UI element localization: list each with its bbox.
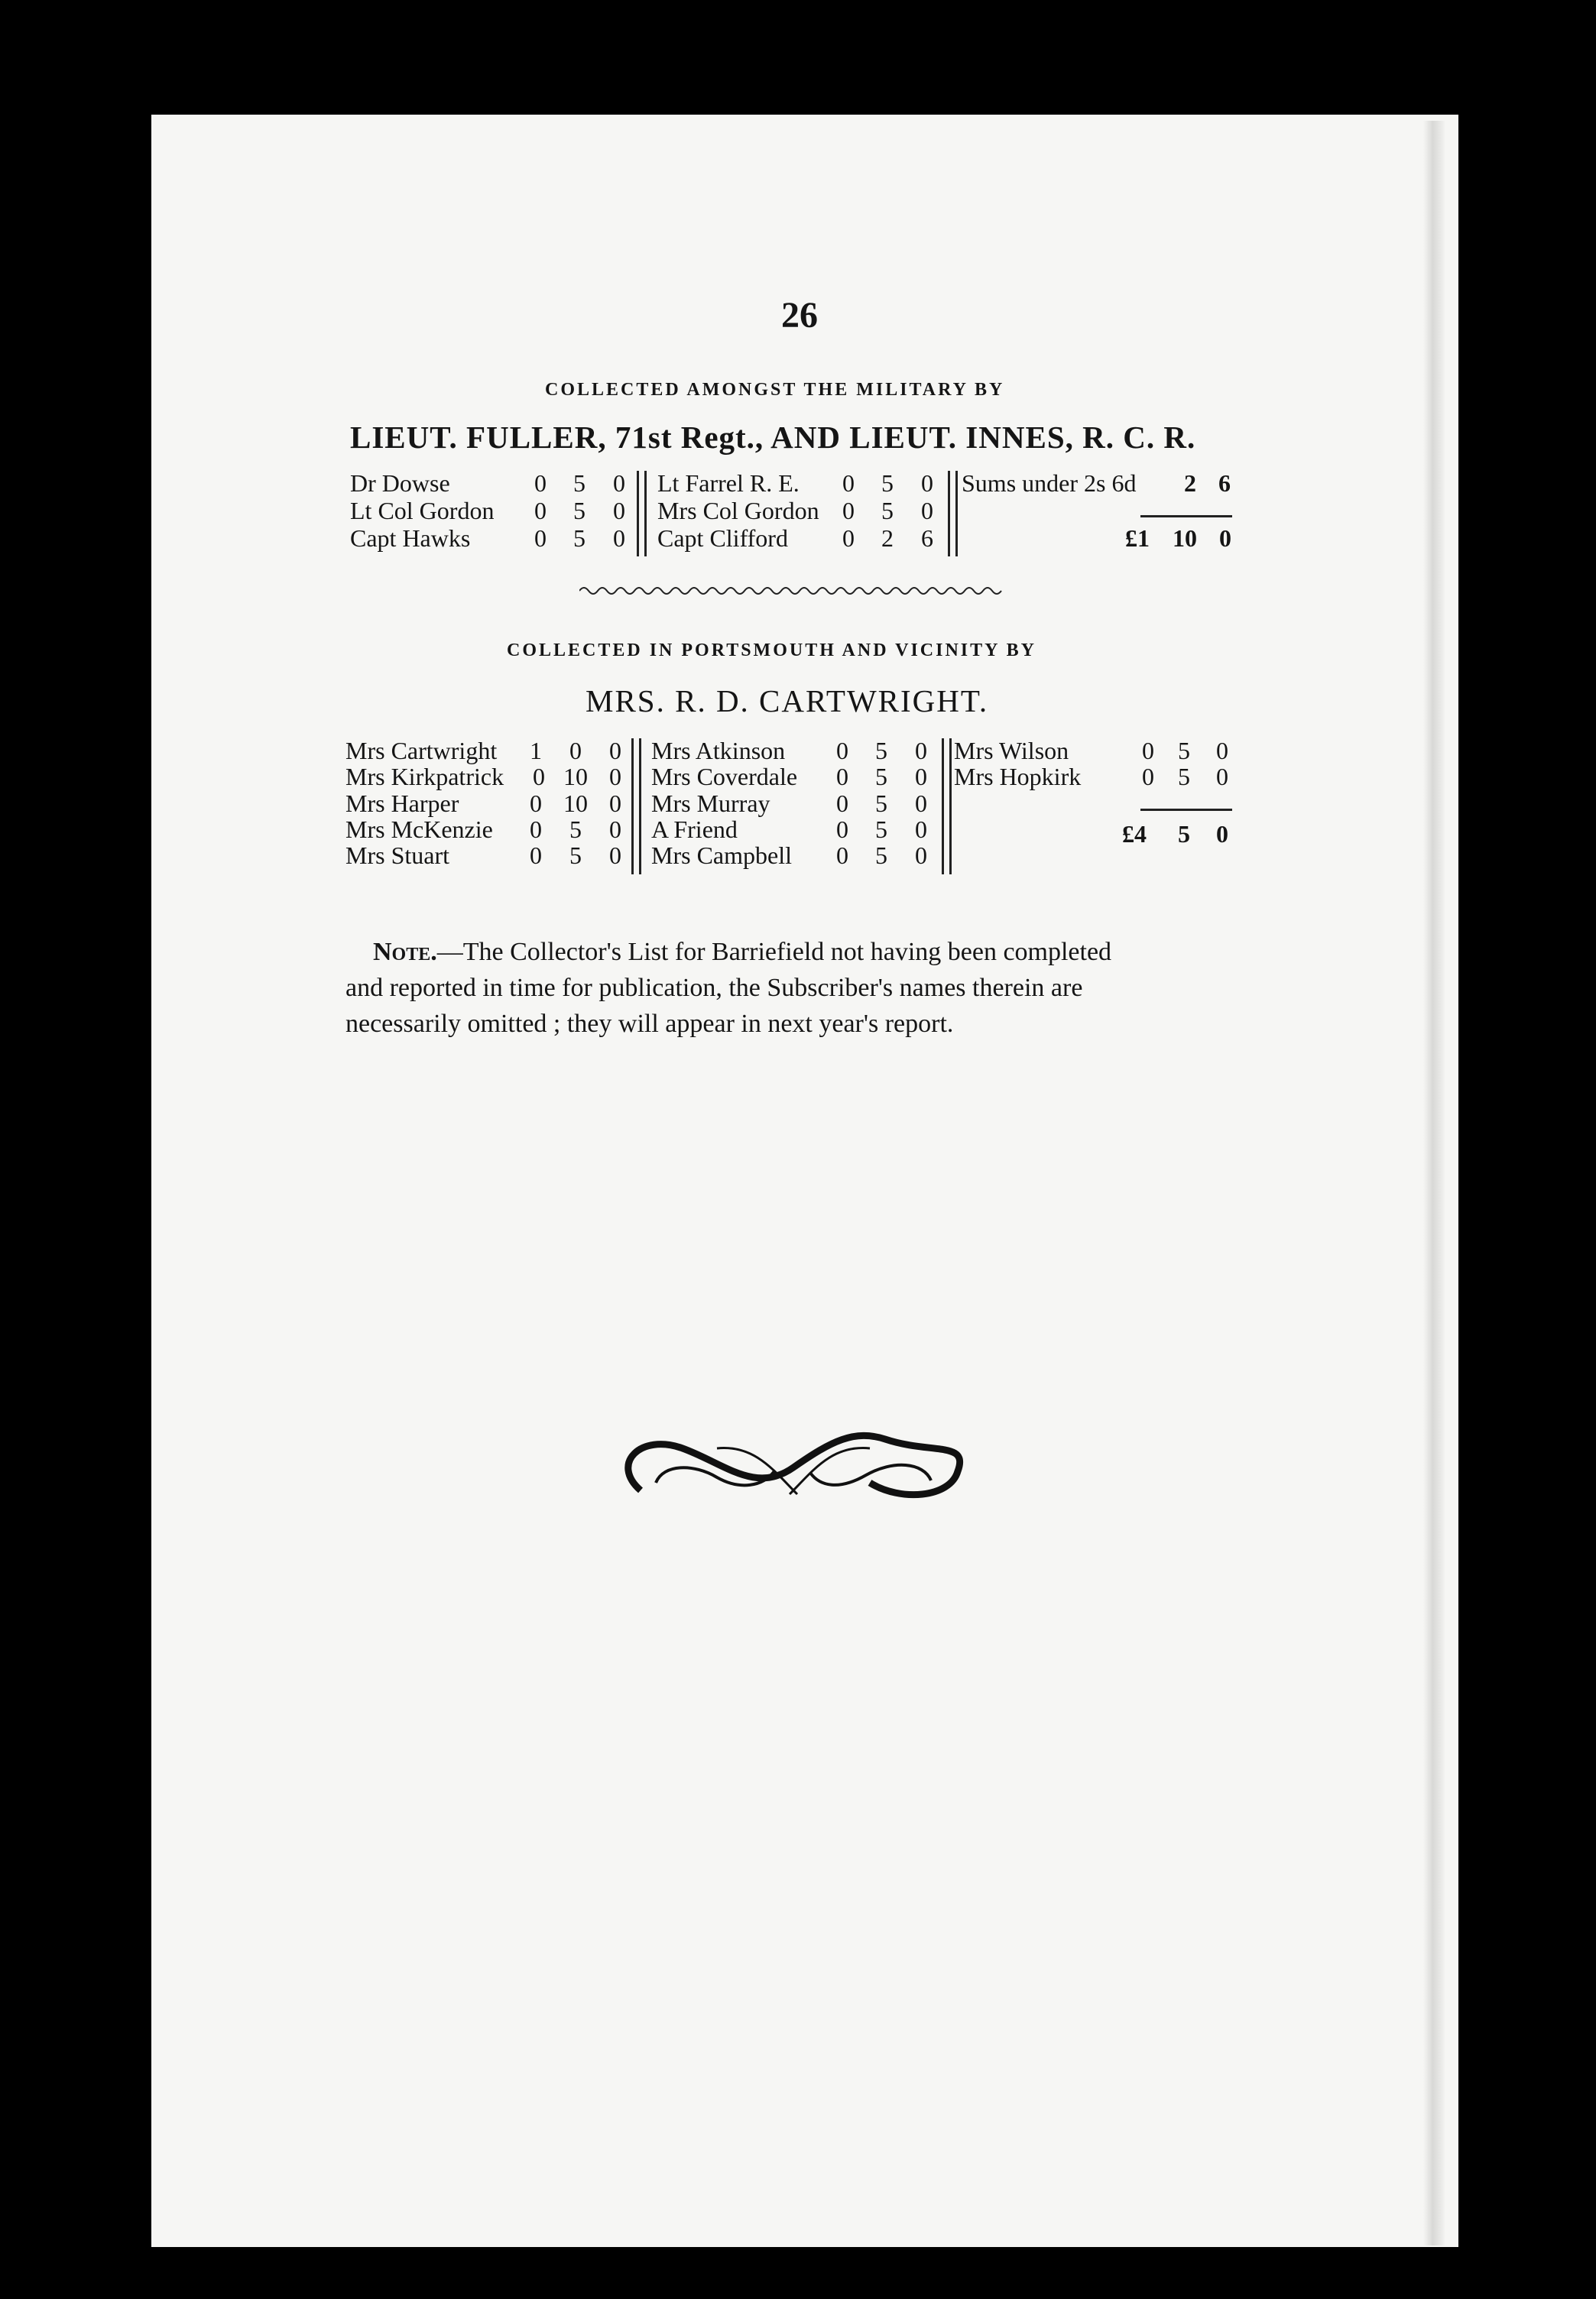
- pence: 0: [915, 790, 927, 817]
- shillings: 10: [563, 763, 588, 790]
- shillings: 5: [573, 469, 586, 497]
- note-text: —The Collector's List for Barriefield not having been completed: [436, 938, 1112, 966]
- pence: 0: [613, 469, 625, 497]
- section1-collectors: LIEUT. FULLER, 71st Regt., AND LIEUT. INNES, R. C. R.: [350, 420, 1196, 455]
- pence: 0: [609, 841, 621, 869]
- shillings: 5: [1178, 737, 1190, 764]
- column-rule: [955, 471, 958, 556]
- pounds: 0: [1142, 763, 1154, 790]
- pounds: 0: [842, 497, 855, 524]
- pounds: 0: [530, 841, 542, 869]
- list-item: Mrs Stuart: [345, 841, 449, 869]
- pence: 0: [609, 790, 621, 817]
- list-item: A Friend: [651, 816, 738, 843]
- list-item: Mrs Harper: [345, 790, 459, 817]
- pence: 0: [613, 497, 625, 524]
- total-pence: 0: [1216, 820, 1228, 848]
- list-item: Mrs Col Gordon: [657, 497, 819, 524]
- list-item: Mrs Cartwright: [345, 737, 498, 764]
- sums-under-label: Sums under 2s 6d: [962, 469, 1137, 497]
- shillings: 5: [569, 816, 582, 843]
- pence: 6: [921, 524, 933, 552]
- list-item: Mrs Campbell: [651, 841, 792, 869]
- note-line-3: necessarily omitted ; they will appear in next year's report.: [345, 1010, 954, 1038]
- shillings: 5: [875, 737, 887, 764]
- list-item: Mrs McKenzie: [345, 816, 493, 843]
- pounds: 0: [1142, 737, 1154, 764]
- pounds: 0: [534, 524, 547, 552]
- shillings: 5: [573, 524, 586, 552]
- pounds: 0: [836, 841, 848, 869]
- pence: 0: [609, 816, 621, 843]
- pence: 0: [915, 841, 927, 869]
- section2-heading: COLLECTED IN PORTSMOUTH AND VICINITY BY: [507, 640, 1036, 660]
- pence: 0: [1216, 737, 1228, 764]
- shillings: 10: [563, 790, 588, 817]
- pounds: 0: [842, 524, 855, 552]
- scroll-ornament: [610, 1418, 977, 1517]
- pence: 0: [915, 737, 927, 764]
- total-pounds: £4: [1122, 820, 1147, 848]
- note-line-2: and reported in time for publication, the Subscriber's names therein are: [345, 974, 1083, 1002]
- total-rule: [1140, 515, 1232, 517]
- pounds: 0: [530, 790, 542, 817]
- list-item: Mrs Coverdale: [651, 763, 798, 790]
- pence: 0: [609, 737, 621, 764]
- pence: 6: [1218, 469, 1231, 497]
- column-rule: [631, 738, 634, 874]
- list-item: Capt Clifford: [657, 524, 788, 552]
- column-rule: [644, 471, 647, 556]
- shillings: 5: [875, 763, 887, 790]
- shillings: 5: [569, 841, 582, 869]
- list-item: Lt Farrel R. E.: [657, 469, 800, 497]
- shillings: 5: [573, 497, 586, 524]
- list-item: Capt Hawks: [350, 524, 471, 552]
- pence: 0: [613, 524, 625, 552]
- column-rule: [639, 738, 641, 874]
- pounds: 0: [836, 737, 848, 764]
- pounds: 0: [534, 497, 547, 524]
- shillings: 5: [875, 816, 887, 843]
- note-line-1: [373, 934, 1111, 970]
- list-item: Mrs Murray: [651, 790, 770, 817]
- pounds: 0: [534, 469, 547, 497]
- column-rule: [942, 738, 944, 874]
- note-label: Note.: [373, 938, 437, 966]
- pence: 0: [915, 816, 927, 843]
- list-item: Mrs Atkinson: [651, 737, 786, 764]
- page-number: 26: [781, 295, 818, 336]
- total-pence: 0: [1219, 524, 1231, 552]
- pounds: 0: [836, 790, 848, 817]
- shillings: 5: [1178, 763, 1190, 790]
- wavy-divider: [579, 582, 1004, 599]
- pounds: 0: [533, 763, 545, 790]
- shillings: 5: [881, 497, 894, 524]
- shillings: 0: [569, 737, 582, 764]
- pounds: 0: [530, 816, 542, 843]
- pounds: 1: [530, 737, 542, 764]
- section2-collector: MRS. R. D. CARTWRIGHT.: [586, 683, 989, 718]
- list-item: Mrs Wilson: [954, 737, 1069, 764]
- list-item: Lt Col Gordon: [350, 497, 495, 524]
- column-rule: [948, 471, 950, 556]
- page-edge: [1423, 121, 1445, 2245]
- pence: 0: [921, 469, 933, 497]
- total-shillings: 10: [1173, 524, 1197, 552]
- column-rule: [949, 738, 952, 874]
- pounds: 0: [836, 763, 848, 790]
- total-shillings: 5: [1178, 820, 1190, 848]
- column-rule: [637, 471, 639, 556]
- pence: 0: [915, 763, 927, 790]
- pence: 0: [1216, 763, 1228, 790]
- shillings: 5: [875, 790, 887, 817]
- shillings: 2: [881, 524, 894, 552]
- pounds: 0: [836, 816, 848, 843]
- total-rule: [1140, 809, 1232, 811]
- section1-heading: COLLECTED AMONGST THE MILITARY BY: [545, 380, 1005, 400]
- total-pounds: £1: [1125, 524, 1150, 552]
- pence: 0: [609, 763, 621, 790]
- shillings: 2: [1184, 469, 1196, 497]
- pence: 0: [921, 497, 933, 524]
- shillings: 5: [875, 841, 887, 869]
- list-item: Mrs Hopkirk: [954, 763, 1082, 790]
- shillings: 5: [881, 469, 894, 497]
- list-item: Dr Dowse: [350, 469, 450, 497]
- list-item: Mrs Kirkpatrick: [345, 763, 504, 790]
- pounds: 0: [842, 469, 855, 497]
